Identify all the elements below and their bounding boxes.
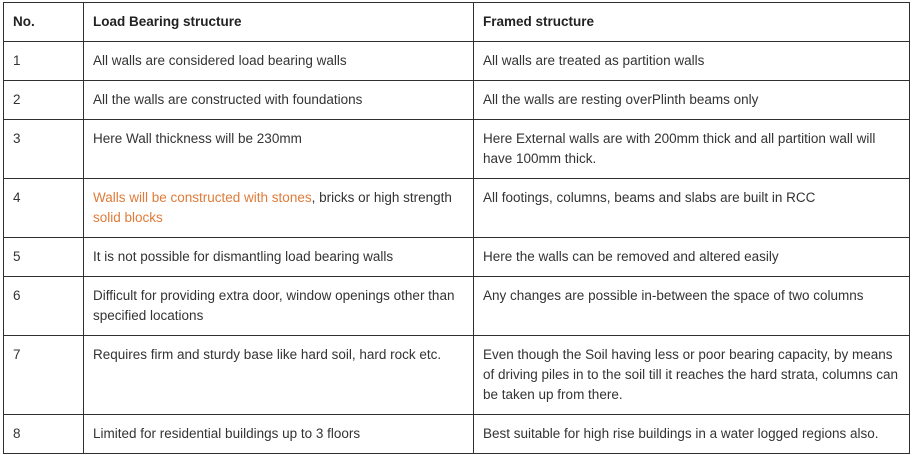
framed-cell: Any changes are possible in-between the space of two columns <box>474 277 910 336</box>
row-number: 7 <box>4 336 84 415</box>
framed-cell: All the walls are resting overPlinth beams only <box>474 81 910 120</box>
row-number: 3 <box>4 120 84 179</box>
load-bearing-cell: Requires firm and sturdy base like hard soil, hard rock etc. <box>84 336 474 415</box>
table-row <box>4 336 910 415</box>
row-number: 8 <box>4 415 84 454</box>
load-bearing-cell: All the walls are constructed with foundations <box>84 81 474 120</box>
comparison-table <box>3 2 910 454</box>
header-framed: Framed structure <box>474 3 910 42</box>
table-header-row <box>4 3 910 42</box>
table-row <box>4 238 910 277</box>
header-load-bearing: Load Bearing structure <box>84 3 474 42</box>
row-number: 2 <box>4 81 84 120</box>
row-number: 6 <box>4 277 84 336</box>
load-bearing-text: , bricks or high strength <box>311 190 452 205</box>
framed-cell: Here the walls can be removed and altered easily <box>474 238 910 277</box>
table-row <box>4 81 910 120</box>
load-bearing-cell: Limited for residential buildings up to 3 floors <box>84 415 474 454</box>
framed-cell: Best suitable for high rise buildings in a water logged regions also. <box>474 415 910 454</box>
solid-blocks-link[interactable]: solid blocks <box>93 210 163 225</box>
row-number: 5 <box>4 238 84 277</box>
framed-cell: All footings, columns, beams and slabs are built in RCC <box>474 179 910 238</box>
load-bearing-cell: Here Wall thickness will be 230mm <box>84 120 474 179</box>
row-number: 1 <box>4 42 84 81</box>
table-row <box>4 179 910 238</box>
load-bearing-cell <box>84 179 474 238</box>
framed-cell: Here External walls are with 200mm thick and all partition wall will have 100mm thick. <box>474 120 910 179</box>
row-number: 4 <box>4 179 84 238</box>
table-row <box>4 120 910 179</box>
stones-walls-link[interactable]: Walls will be constructed with stones <box>93 190 312 205</box>
table-row <box>4 415 910 454</box>
table-row <box>4 42 910 81</box>
load-bearing-cell: All walls are considered load bearing walls <box>84 42 474 81</box>
load-bearing-cell: It is not possible for dismantling load bearing walls <box>84 238 474 277</box>
load-bearing-cell: Difficult for providing extra door, window openings other than specified locations <box>84 277 474 336</box>
framed-cell: All walls are treated as partition walls <box>474 42 910 81</box>
framed-cell: Even though the Soil having less or poor bearing capacity, by means of driving piles in to the soil till it reaches the hard strata, columns can be taken up from there. <box>474 336 910 415</box>
table-row <box>4 277 910 336</box>
header-no: No. <box>4 3 84 42</box>
